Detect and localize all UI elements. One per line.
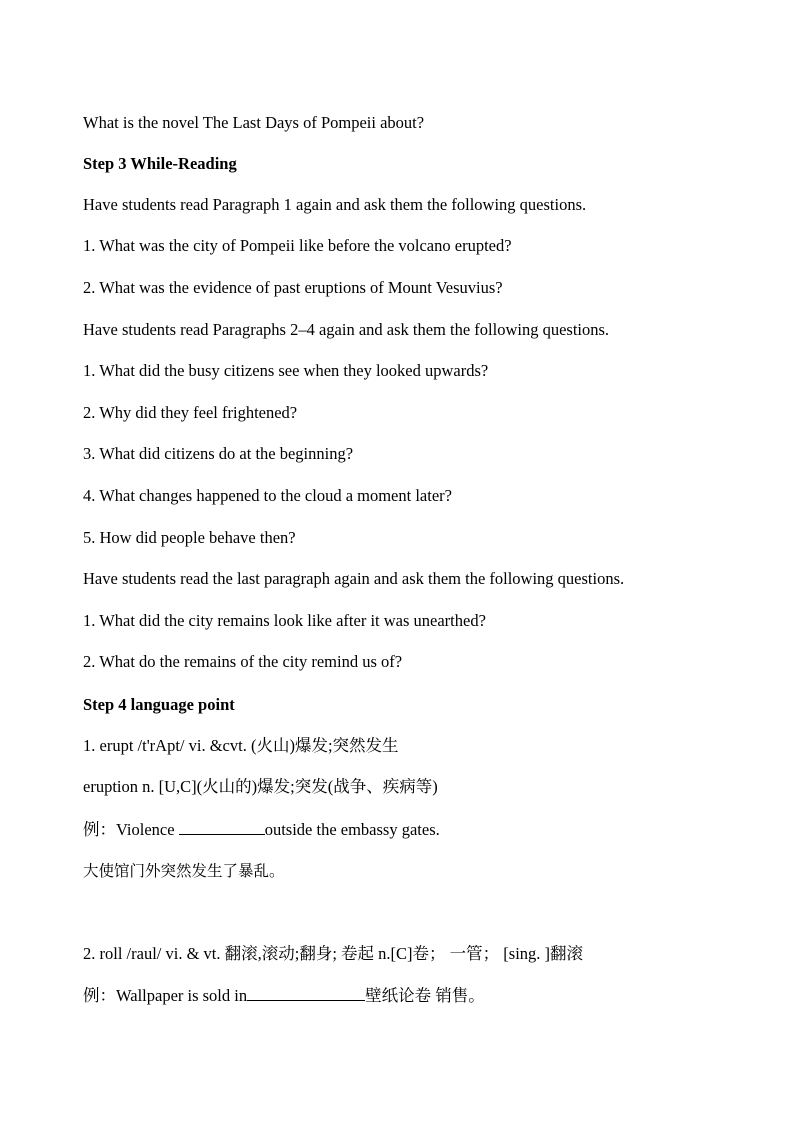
step4-heading: Step 4 language point — [83, 695, 235, 714]
fill-blank — [247, 985, 365, 1001]
vocab-item-eruption: eruption n. [U,C](火山的)爆发;突发(战争、疾病等) — [83, 777, 438, 796]
example-sentence-2 — [83, 985, 485, 1006]
question-item: 2. Why did they feel frightened? — [83, 403, 298, 422]
para3-instruction: Have students read the last paragraph again and ask them the following questions. — [83, 569, 625, 588]
example-suffix: outside the embassy gates. — [264, 820, 440, 839]
example-sentence-1 — [83, 819, 440, 840]
vocab-item-roll: 2. roll /raul/ vi. & vt. 翻滚,滚动;翻身; 卷起 n.[C]卷； 一管； [sing. ]翻滚 — [83, 944, 584, 963]
question-item: 4. What changes happened to the cloud a moment later? — [83, 486, 452, 505]
question-item: 2. What was the evidence of past eruptions of Mount Vesuvius? — [83, 278, 503, 297]
question-item: 1. What did the city remains look like after it was unearthed? — [83, 611, 486, 630]
example-translation-1: 大使馆门外突然发生了暴乱。 — [83, 862, 285, 880]
para2-instruction: Have students read Paragraphs 2–4 again and ask them the following questions. — [83, 320, 610, 339]
para1-instruction: Have students read Paragraph 1 again and ask them the following questions. — [83, 195, 587, 214]
intro-question: What is the novel The Last Days of Pompeii about? — [83, 113, 425, 132]
question-item: 2. What do the remains of the city remind us of? — [83, 652, 403, 671]
question-item: 5. How did people behave then? — [83, 528, 296, 547]
question-item: 1. What did the busy citizens see when they looked upwards? — [83, 361, 489, 380]
example-prefix: 例：Wallpaper is sold in — [83, 986, 248, 1005]
example-suffix: 壁纸论卷 销售。 — [365, 986, 485, 1005]
example-prefix: 例：Violence — [83, 820, 179, 839]
question-item: 3. What did citizens do at the beginning? — [83, 444, 354, 463]
vocab-item-erupt: 1. erupt /t'rApt/ vi. &cvt. (火山)爆发;突然发生 — [83, 736, 399, 755]
question-item: 1. What was the city of Pompeii like before the volcano erupted? — [83, 236, 512, 255]
fill-blank — [179, 819, 265, 835]
step3-heading: Step 3 While-Reading — [83, 154, 237, 173]
